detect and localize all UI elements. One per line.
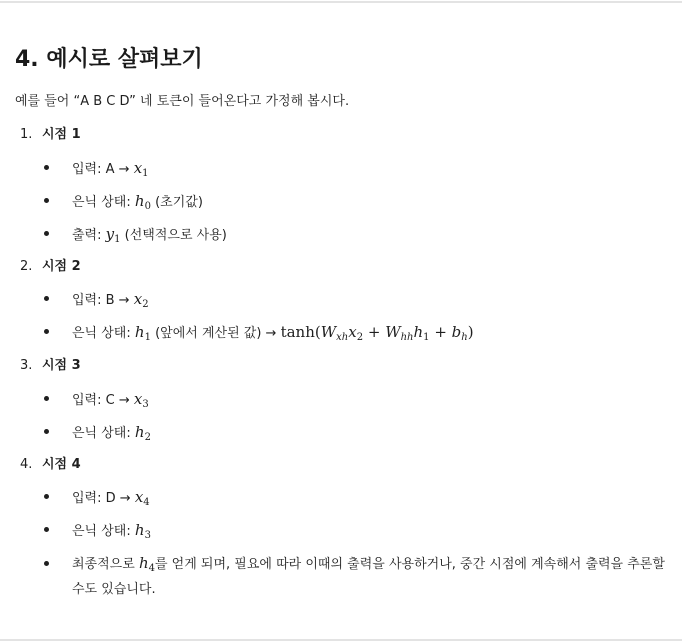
math-h0: $h_0$: [134, 192, 151, 212]
bullet-icon: [44, 429, 49, 434]
top-divider: [0, 1, 682, 3]
bullet-icon: [44, 296, 49, 301]
step-number: 4.: [20, 457, 33, 472]
hidden-note: (초기값): [155, 195, 203, 210]
output-label: 출력:: [72, 228, 102, 243]
step-label: 시점 4: [42, 457, 81, 472]
bullet-icon: [44, 231, 49, 236]
hidden-label: 은닉 상태:: [72, 524, 131, 539]
math-x3: $x_3$: [133, 390, 149, 410]
math-tanh-formula: $\tanh(W_{xh}x_2 + W_{hh}h_1 + b_h)$: [280, 323, 474, 343]
math-h3: $h_3$: [134, 521, 151, 541]
step-4: [20, 455, 81, 475]
bullet-icon: [44, 329, 49, 334]
hidden-label: 은닉 상태:: [72, 426, 131, 441]
math-x2: $x_2$: [133, 290, 149, 310]
final-prefix: 최종적으로: [72, 557, 135, 572]
math-x1: $x_1$: [133, 159, 149, 179]
math-h1: $h_1$: [134, 323, 151, 343]
step-number: 3.: [20, 358, 33, 373]
step-number: 2.: [20, 259, 33, 274]
math-h4: $h_4$: [138, 554, 155, 574]
step-label: 시점 1: [42, 127, 81, 142]
bullet-icon: [44, 494, 49, 499]
final-suffix: 를 얻게 되며, 필요에 따라 이때의 출력을 사용하거나, 중간 시점에 계속해서 출력을 추론할 수도 있습니다.: [72, 557, 665, 597]
bullet-icon: [44, 165, 49, 170]
bullet-icon: [44, 396, 49, 401]
step-1: [20, 125, 81, 145]
hidden-note: (앞에서 계산된 값) →: [155, 326, 277, 341]
input-label: 입력: D →: [72, 491, 131, 506]
math-y1: $y_1$: [105, 225, 121, 245]
section-heading: 4. 예시로 살펴보기: [15, 47, 203, 72]
bullet-icon: [44, 561, 49, 566]
bullet-icon: [44, 527, 49, 532]
intro-paragraph: 예를 들어 “A B C D” 네 토큰이 들어온다고 가정해 봅시다.: [15, 94, 350, 109]
hidden-label: 은닉 상태:: [72, 195, 131, 210]
math-x4: $x_4$: [134, 488, 150, 508]
bottom-divider: [0, 639, 682, 641]
input-label: 입력: B →: [72, 293, 130, 308]
output-note: (선택적으로 사용): [124, 228, 227, 243]
bullet-icon: [44, 198, 49, 203]
input-label: 입력: C →: [72, 393, 130, 408]
step-label: 시점 2: [42, 259, 81, 274]
hidden-label: 은닉 상태:: [72, 326, 131, 341]
input-label: 입력: A →: [72, 162, 130, 177]
step-3: [20, 356, 81, 376]
step-2: [20, 257, 81, 277]
math-h2: $h_2$: [134, 423, 151, 443]
step-number: 1.: [20, 127, 33, 142]
step-label: 시점 3: [42, 358, 81, 373]
